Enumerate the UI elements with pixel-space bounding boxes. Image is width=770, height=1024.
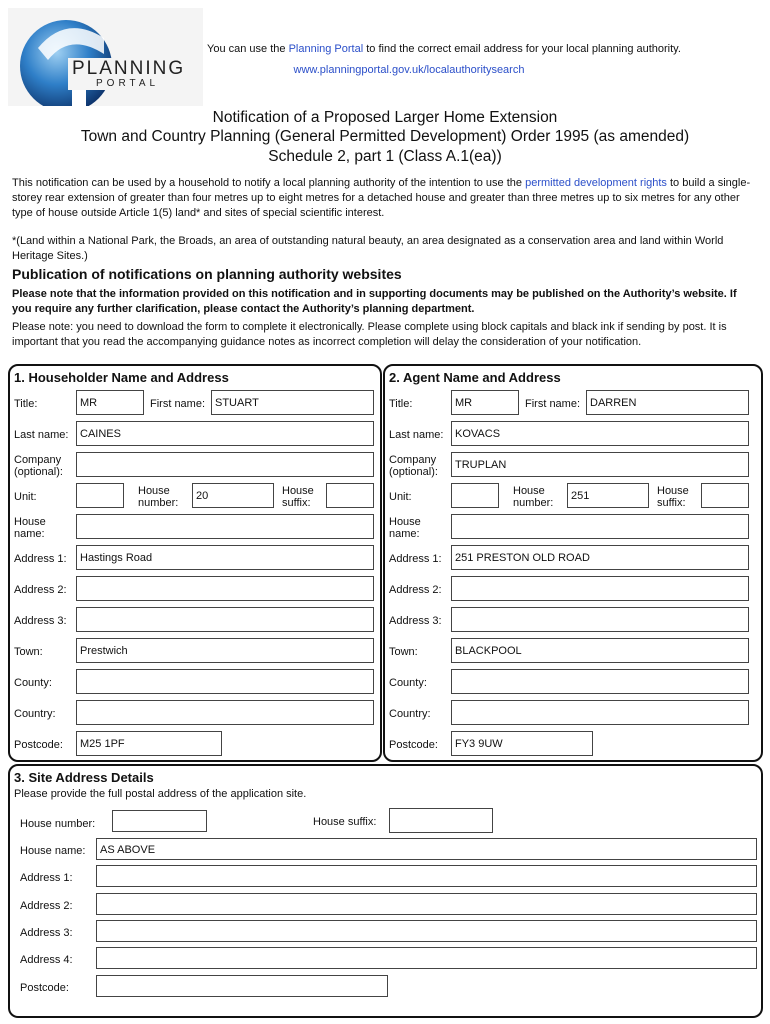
town-label: Town: (389, 646, 418, 658)
house-suffix-label: House suffix: (282, 485, 314, 509)
householder-first-name-field[interactable]: STUART (211, 390, 374, 415)
agent-company-field[interactable]: TRUPLAN (451, 452, 749, 477)
first-name-label: First name: (525, 398, 581, 410)
site-address-panel (8, 764, 763, 1018)
publication-note: Please note that the information provided on this notification and in supporting documents may be published on the Authority’s website. If you require any further clarification, please contact the Authority’s planning department. (12, 288, 737, 315)
householder-title-field[interactable]: MR (76, 390, 144, 415)
householder-last-name-field[interactable]: CAINES (76, 421, 374, 446)
site-house-number-field[interactable] (112, 810, 207, 832)
householder-address1-field[interactable]: Hastings Road (76, 545, 374, 570)
agent-first-name-field[interactable]: DARREN (586, 390, 749, 415)
site-address4-label: Address 4: (20, 954, 73, 966)
first-name-label: First name: (150, 398, 206, 410)
householder-address2-field[interactable] (76, 576, 374, 601)
house-suffix-label: House suffix: (657, 485, 689, 509)
address3-label: Address 3: (389, 615, 442, 627)
county-label: County: (14, 677, 52, 689)
agent-address3-field[interactable] (451, 607, 749, 632)
site-address4-field[interactable] (96, 947, 757, 969)
site-address1-label: Address 1: (20, 872, 73, 884)
householder-house-name-field[interactable] (76, 514, 374, 539)
agent-house-number-field[interactable]: 251 (567, 483, 649, 508)
permitted-development-rights-link[interactable]: permitted development rights (525, 177, 667, 189)
site-postcode-field[interactable] (96, 975, 388, 997)
company-label: Company (optional): (389, 454, 438, 478)
last-name-label: Last name: (14, 429, 69, 441)
house-number-label: House number: (513, 485, 554, 509)
company-label: Company (optional): (14, 454, 63, 478)
agent-house-name-field[interactable] (451, 514, 749, 539)
agent-panel (383, 364, 763, 762)
logo-text-planning: PLANNING (72, 58, 186, 79)
agent-house-suffix-field[interactable] (701, 483, 749, 508)
agent-last-name-field[interactable]: KOVACS (451, 421, 749, 446)
authority-search-url[interactable]: www.planningportal.gov.uk/localauthoritysearch (293, 64, 525, 76)
county-label: County: (389, 677, 427, 689)
unit-label: Unit: (14, 491, 37, 503)
postcode-label: Postcode: (14, 739, 63, 751)
site-heading: 3. Site Address Details (14, 770, 154, 785)
house-number-label: House number: (138, 485, 179, 509)
title-label: Title: (389, 398, 413, 410)
householder-house-number-field[interactable]: 20 (192, 483, 274, 508)
householder-house-suffix-field[interactable] (326, 483, 374, 508)
site-house-suffix-field[interactable] (389, 808, 493, 833)
site-house-name-field[interactable]: AS ABOVE (96, 838, 757, 860)
town-label: Town: (14, 646, 43, 658)
address2-label: Address 2: (14, 584, 67, 596)
householder-address3-field[interactable] (76, 607, 374, 632)
postcode-label: Postcode: (389, 739, 438, 751)
householder-country-field[interactable] (76, 700, 374, 725)
form-title: Notification of a Proposed Larger Home Extension (212, 109, 558, 126)
title-label: Title: (14, 398, 38, 410)
intro-paragraph: This notification can be used by a household to notify a local planning authority of the intention to use the permitted development rights to build a single-storey rear extension of greater than four metres up to eight metres for a detached house and greater than three metres up to six metres for any other type of house outside Article 1(5) land* and sites of special scientific interest. (12, 177, 751, 219)
intro-text-before: You can use the (207, 43, 286, 55)
planning-portal-link[interactable]: Planning Portal (288, 43, 364, 55)
agent-heading: 2. Agent Name and Address (389, 370, 561, 385)
form-subtitle-order: Town and Country Planning (General Permitted Development) Order 1995 (as amended) (80, 128, 690, 145)
site-house-suffix-label: House suffix: (313, 816, 377, 828)
householder-company-field[interactable] (76, 452, 374, 477)
house-name-label: House name: (14, 516, 46, 540)
site-address3-field[interactable] (96, 920, 757, 942)
publication-heading: Publication of notifications on planning authority websites (12, 266, 402, 282)
address2-label: Address 2: (389, 584, 442, 596)
country-label: Country: (14, 708, 56, 720)
agent-town-field[interactable]: BLACKPOOL (451, 638, 749, 663)
download-note: Please note: you need to download the form to complete it electronically. Please complete using block capitals and black ink if sending by post. It is important that you read the accompanying guidance notes as incorrect completion will delay the consideration of your notification. (12, 321, 727, 348)
agent-unit-field[interactable] (451, 483, 499, 508)
logo-text-portal: PORTAL (96, 78, 160, 89)
householder-postcode-field[interactable]: M25 1PF (76, 731, 222, 756)
agent-address1-field[interactable]: 251 PRESTON OLD ROAD (451, 545, 749, 570)
land-footnote: *(Land within a National Park, the Broads, an area of outstanding natural beauty, an area designated as a conservation area and land within World Heritage Sites.) (12, 235, 724, 262)
site-postcode-label: Postcode: (20, 982, 69, 994)
site-instruction: Please provide the full postal address of the application site. (14, 788, 307, 800)
agent-address2-field[interactable] (451, 576, 749, 601)
country-label: Country: (389, 708, 431, 720)
intro-text-after: to find the correct email address for your local planning authority. (366, 43, 681, 55)
site-address3-label: Address 3: (20, 927, 73, 939)
householder-town-field[interactable]: Prestwich (76, 638, 374, 663)
householder-county-field[interactable] (76, 669, 374, 694)
last-name-label: Last name: (389, 429, 444, 441)
site-house-name-label: House name: (20, 845, 86, 857)
site-house-number-label: House number: (20, 818, 96, 830)
unit-label: Unit: (389, 491, 412, 503)
intro-line (207, 43, 747, 55)
site-address1-field[interactable] (96, 865, 757, 887)
agent-postcode-field[interactable]: FY3 9UW (451, 731, 593, 756)
agent-country-field[interactable] (451, 700, 749, 725)
house-name-label: House name: (389, 516, 421, 540)
site-address2-label: Address 2: (20, 900, 73, 912)
address3-label: Address 3: (14, 615, 67, 627)
householder-heading: 1. Householder Name and Address (14, 370, 229, 385)
householder-unit-field[interactable] (76, 483, 124, 508)
form-subtitle-schedule: Schedule 2, part 1 (Class A.1(ea)) (268, 148, 502, 165)
site-address2-field[interactable] (96, 893, 757, 915)
address1-label: Address 1: (389, 553, 442, 565)
agent-title-field[interactable]: MR (451, 390, 519, 415)
householder-panel (8, 364, 382, 762)
address1-label: Address 1: (14, 553, 67, 565)
planning-portal-logo (8, 8, 203, 106)
agent-county-field[interactable] (451, 669, 749, 694)
